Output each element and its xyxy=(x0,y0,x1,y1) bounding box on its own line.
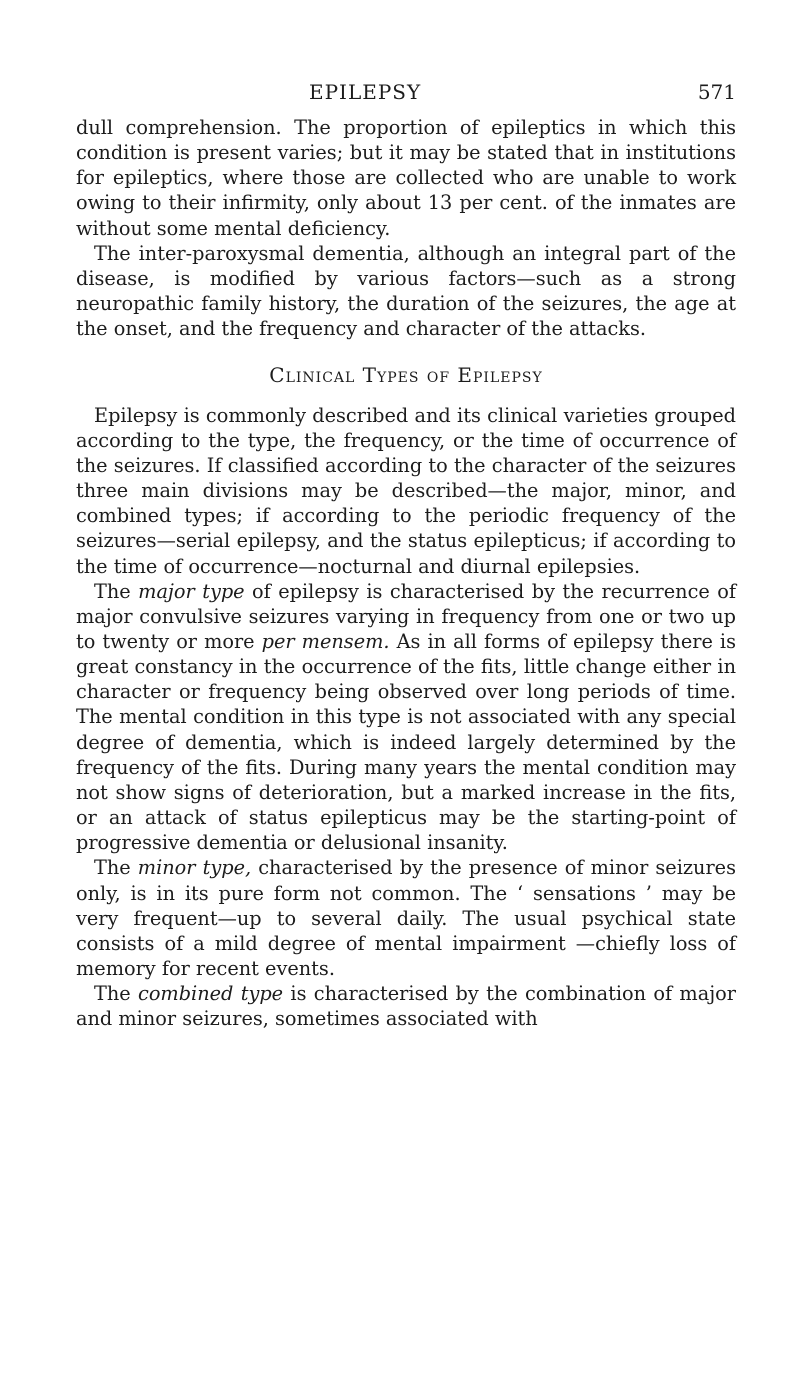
text-run: of epilepsy is characterised by the recurrence of major convulsive seizures varying in frequency from one or two up to twenty or more xyxy=(76,579,736,653)
paragraph-major-type xyxy=(76,579,736,856)
body-text xyxy=(76,115,736,1031)
text-run: The xyxy=(94,856,138,880)
page-header xyxy=(76,80,736,110)
paragraph-classification: Epilepsy is commonly described and its clinical varieties grouped according to the type, the frequency, or the time of occurrence of the seizures. If classified according to the character of the seizures three main divisions may be described—the major, minor, and combined types; if according to the periodic frequency of the seizures—serial epilepsy, and the status epilepticus; if according to the time of occurrence—nocturnal and diurnal epilepsies. xyxy=(76,403,736,578)
text-run: The xyxy=(94,579,139,603)
section-heading: Clinical Types of Epilepsy xyxy=(269,363,543,388)
page-number: 571 xyxy=(697,80,736,104)
italic-term-major-type: major type xyxy=(138,579,245,603)
text-run: characterised by the presence of minor seizures only, is in its pure form not common. The ‘ sensations ’ may be very frequent—up to several daily. The usual psychical state consists of a mild degree of mental impairment —chiefly loss of memory for recent events. xyxy=(76,856,736,980)
paragraph-combined-type xyxy=(76,981,736,1031)
italic-term-per-mensem: per mensem. xyxy=(261,629,390,653)
paragraph-continuation: dull comprehension. The proportion of epileptics in which this condition is present varies; but it may be stated that in institutions for epileptics, where those are collected who are unable to work owing to their infirmity, only about 13 per cent. of the inmates are without some mental deficiency. xyxy=(76,116,736,240)
text-run: is characterised by the combination of major and minor seizures, sometimes associated with xyxy=(76,982,736,1031)
paragraph-dementia: The inter-paroxysmal dementia, although an integral part of the disease, is modified by various factors—such as a strong neuropathic family history, the duration of the seizures, the age at the onset, and the frequency and character of the attacks. xyxy=(76,241,736,341)
text-run: The xyxy=(94,982,139,1006)
paragraph-minor-type xyxy=(76,855,736,981)
italic-term-minor-type: minor type, xyxy=(137,856,252,880)
running-title: EPILEPSY xyxy=(309,80,422,104)
text-run: As in all forms of epilepsy there is great constancy in the occurrence of the fits, little change either in character or frequency being observed over long periods of time. The mental condition in this type is not associated with any special degree of dementia, which is indeed largely determined by the frequency of the fits. During many years the mental condition may not show signs of deterioration, but a marked increase in the fits, or an attack of status epilepticus may be the starting-point of progressive dementia or delusional insanity. xyxy=(76,629,736,855)
italic-term-combined-type: combined type xyxy=(138,982,284,1006)
